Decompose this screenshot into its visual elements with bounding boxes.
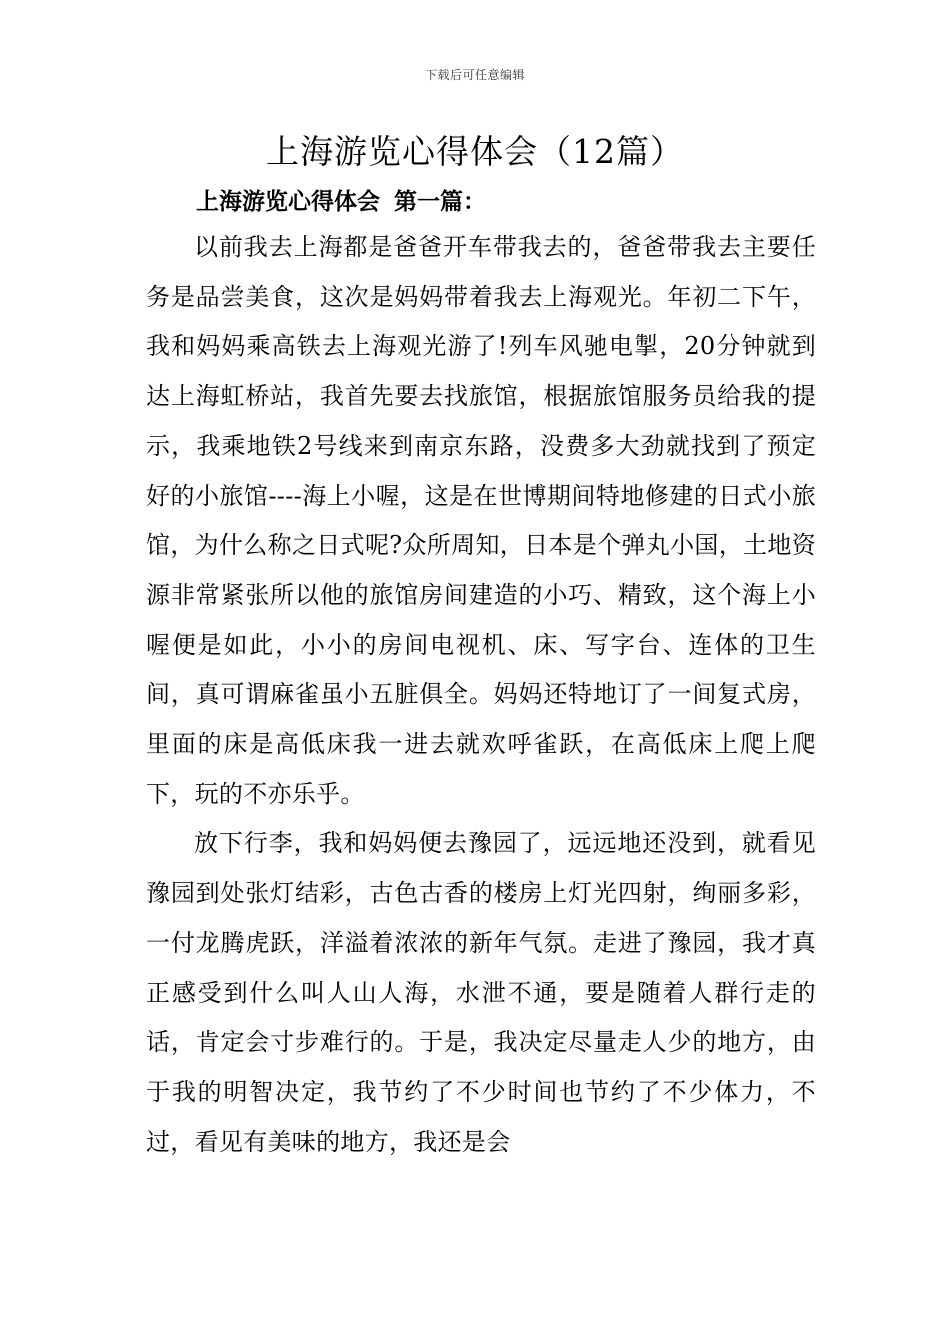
document-title: 上海游览心得体会（12篇） <box>266 132 684 171</box>
body-text <box>146 223 816 1167</box>
section-heading <box>196 183 486 216</box>
paragraph-2: 放下行李，我和妈妈便去豫园了，远远地还没到，就看见豫园到处张灯结彩，古色古香的楼房上灯光四射，绚丽多彩，一付龙腾虎跃，洋溢着浓浓的新年气氛。走进了豫园，我才真正感受到什么叫人山人海，水泄不通，要是随着人群行走的话，肯定会寸步难行的。于是，我决定尽量走人少的地方，由于我的明智决定，我节约了不少时间也节约了不少体力，不过，看见有美味的地方，我还是会 <box>146 829 816 1156</box>
header-note: 下载后可任意编辑 <box>424 68 525 82</box>
section-name: 上海游览心得体会 <box>196 188 380 215</box>
paragraph-1: 以前我去上海都是爸爸开车带我去的，爸爸带我去主要任务是品尝美食，这次是妈妈带着我去上海观光。年初二下午，我和妈妈乘高铁去上海观光游了!列车风驰电掣，20分钟就到达上海虹桥站，我首先要去找旅馆，根据旅馆服务员给我的提示，我乘地铁2号线来到南京东路，没费多大劲就找到了预定好的小旅馆----海上小喔，这是在世博期间特地修建的日式小旅馆，为什么称之日式呢?众所周知，日本是个弹丸小国，土地资源非常紧张所以他的旅馆房间建造的小巧、精致，这个海上小喔便是如此，小小的房间电视机、床、写字台、连体的卫生间，真可谓麻雀虽小五脏俱全。妈妈还特地订了一间复式房，里面的床是高低床我一进去就欢呼雀跃，在高低床上爬上爬下，玩的不亦乐乎。 <box>146 233 816 808</box>
section-part: 第一篇： <box>394 188 486 215</box>
